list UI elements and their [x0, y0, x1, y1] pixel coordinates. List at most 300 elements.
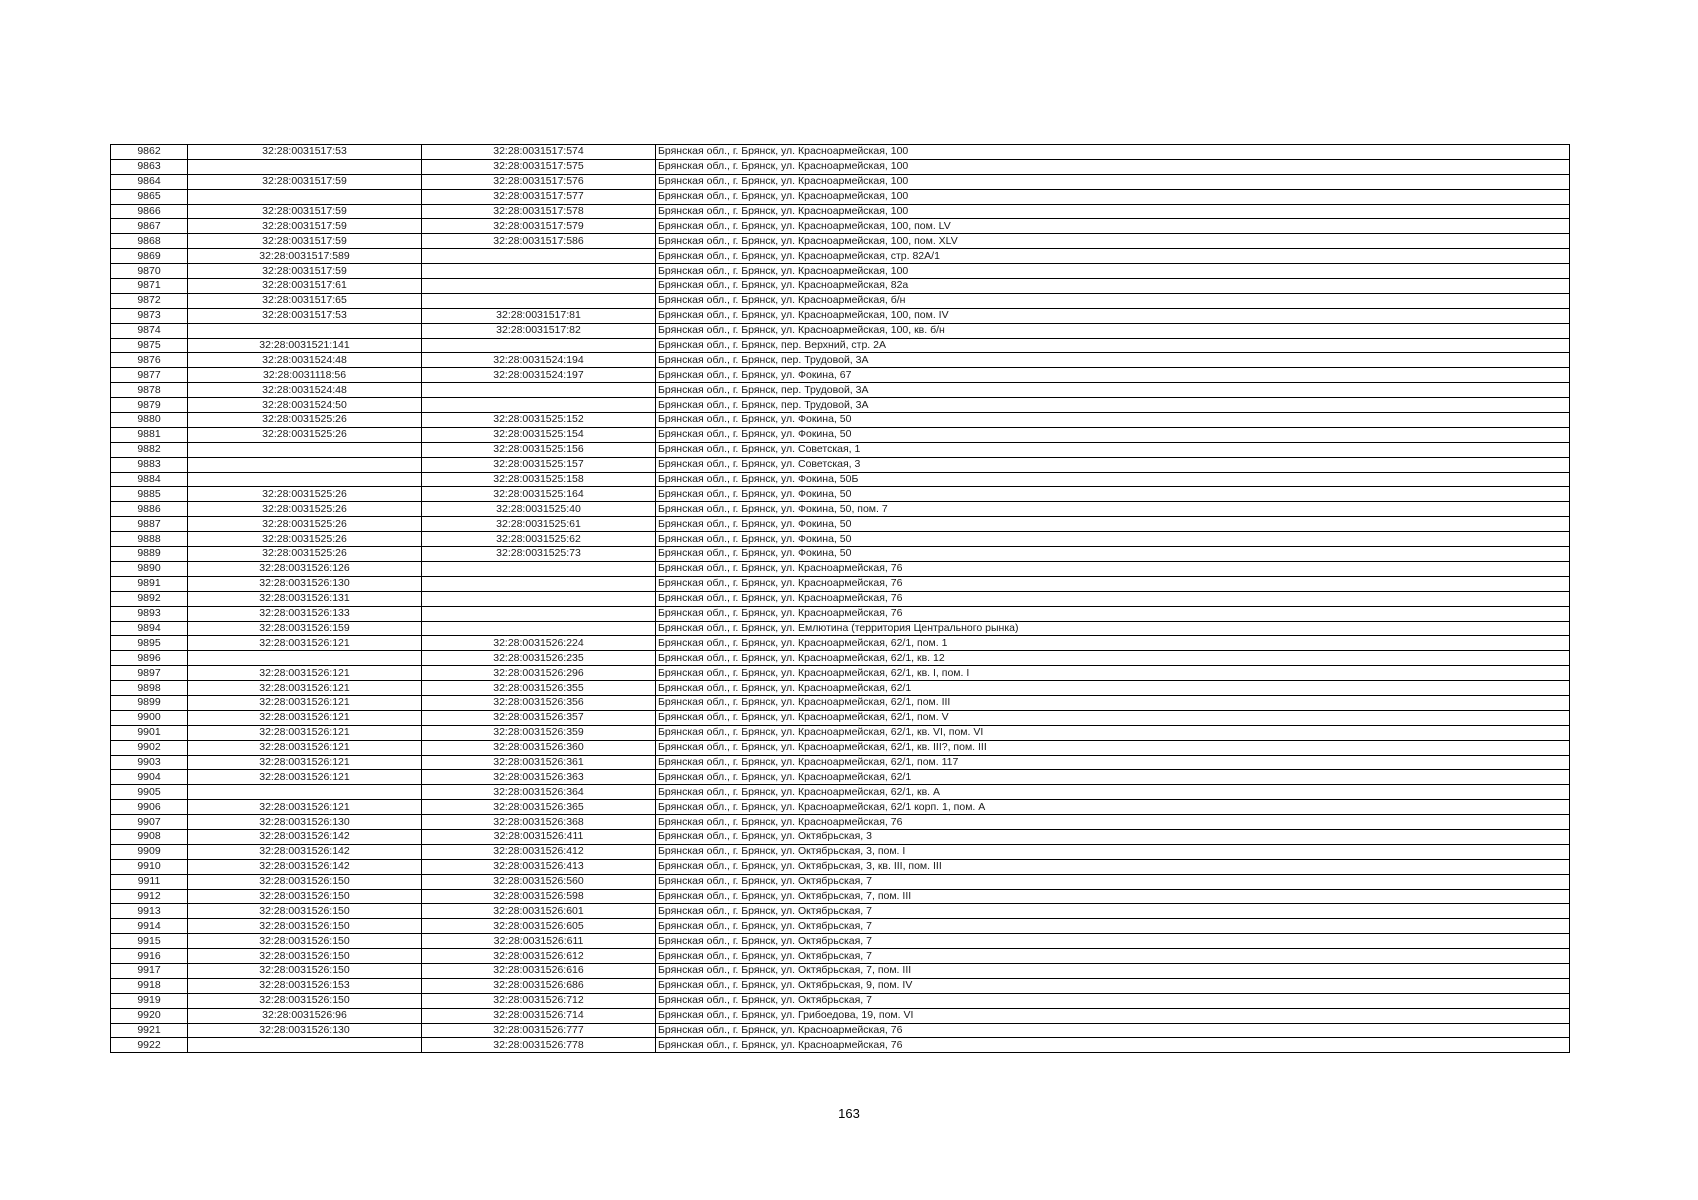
table-row — [111, 442, 1570, 457]
object-number-cell — [422, 249, 656, 264]
row-number-cell: 9885 — [111, 487, 188, 502]
parcel-number-cell: 32:28:0031526:121 — [188, 800, 422, 815]
address-cell: Брянская обл., г. Брянск, ул. Красноармейская, 76 — [656, 815, 1570, 830]
address-cell: Брянская обл., г. Брянск, ул. Красноармейская, 76 — [656, 1038, 1570, 1053]
row-number-cell: 9890 — [111, 561, 188, 576]
table-row — [111, 561, 1570, 576]
object-number-cell: 32:28:0031526:355 — [422, 681, 656, 696]
table-row — [111, 517, 1570, 532]
object-number-cell: 32:28:0031526:368 — [422, 815, 656, 830]
address-cell: Брянская обл., г. Брянск, ул. Красноармейская, 82а — [656, 279, 1570, 294]
row-number-cell: 9900 — [111, 710, 188, 725]
table-row — [111, 591, 1570, 606]
object-number-cell: 32:28:0031525:157 — [422, 457, 656, 472]
parcel-number-cell: 32:28:0031526:150 — [188, 889, 422, 904]
table-row — [111, 338, 1570, 353]
address-cell: Брянская обл., г. Брянск, ул. Красноармейская, 62/1, кв. А — [656, 785, 1570, 800]
table-row — [111, 978, 1570, 993]
object-number-cell — [422, 383, 656, 398]
address-cell: Брянская обл., г. Брянск, ул. Красноармейская, 62/1, пом. 117 — [656, 755, 1570, 770]
object-number-cell: 32:28:0031526:612 — [422, 949, 656, 964]
row-number-cell: 9889 — [111, 547, 188, 562]
address-cell: Брянская обл., г. Брянск, ул. Красноармейская, 100 — [656, 264, 1570, 279]
parcel-number-cell: 32:28:0031525:26 — [188, 502, 422, 517]
parcel-number-cell: 32:28:0031526:121 — [188, 740, 422, 755]
row-number-cell: 9921 — [111, 1023, 188, 1038]
parcel-number-cell — [188, 189, 422, 204]
row-number-cell: 9877 — [111, 368, 188, 383]
row-number-cell: 9909 — [111, 844, 188, 859]
object-number-cell — [422, 293, 656, 308]
address-cell: Брянская обл., г. Брянск, ул. Октябрьская, 7, пом. III — [656, 963, 1570, 978]
parcel-number-cell: 32:28:0031526:121 — [188, 636, 422, 651]
table-row — [111, 383, 1570, 398]
parcel-number-cell: 32:28:0031526:130 — [188, 576, 422, 591]
parcel-number-cell: 32:28:0031526:121 — [188, 770, 422, 785]
parcel-number-cell: 32:28:0031526:150 — [188, 934, 422, 949]
table-row — [111, 234, 1570, 249]
table-row — [111, 666, 1570, 681]
object-number-cell — [422, 398, 656, 413]
object-number-cell: 32:28:0031526:357 — [422, 710, 656, 725]
table-row — [111, 934, 1570, 949]
table-row — [111, 353, 1570, 368]
table-row — [111, 874, 1570, 889]
parcel-number-cell: 32:28:0031517:59 — [188, 219, 422, 234]
row-number-cell: 9905 — [111, 785, 188, 800]
object-number-cell: 32:28:0031524:194 — [422, 353, 656, 368]
address-cell: Брянская обл., г. Брянск, ул. Фокина, 50 — [656, 532, 1570, 547]
object-number-cell: 32:28:0031517:575 — [422, 159, 656, 174]
row-number-cell: 9880 — [111, 413, 188, 428]
row-number-cell: 9864 — [111, 174, 188, 189]
address-cell: Брянская обл., г. Брянск, ул. Красноармейская, 100, пом. IV — [656, 308, 1570, 323]
parcel-number-cell: 32:28:0031517:61 — [188, 279, 422, 294]
address-cell: Брянская обл., г. Брянск, ул. Фокина, 67 — [656, 368, 1570, 383]
object-number-cell: 32:28:0031526:235 — [422, 651, 656, 666]
address-cell: Брянская обл., г. Брянск, ул. Октябрьская, 9, пом. IV — [656, 978, 1570, 993]
table-row — [111, 323, 1570, 338]
parcel-number-cell: 32:28:0031526:121 — [188, 710, 422, 725]
row-number-cell: 9870 — [111, 264, 188, 279]
address-cell: Брянская обл., г. Брянск, ул. Красноармейская, 100 — [656, 189, 1570, 204]
object-number-cell: 32:28:0031526:712 — [422, 993, 656, 1008]
row-number-cell: 9891 — [111, 576, 188, 591]
table-row — [111, 413, 1570, 428]
table-row — [111, 815, 1570, 830]
address-cell: Брянская обл., г. Брянск, ул. Советская, 3 — [656, 457, 1570, 472]
table-row — [111, 993, 1570, 1008]
row-number-cell: 9886 — [111, 502, 188, 517]
address-cell: Брянская обл., г. Брянск, ул. Фокина, 50, пом. 7 — [656, 502, 1570, 517]
parcel-number-cell: 32:28:0031521:141 — [188, 338, 422, 353]
parcel-number-cell: 32:28:0031526:159 — [188, 621, 422, 636]
address-cell: Брянская обл., г. Брянск, ул. Красноармейская, 100, пом. XLV — [656, 234, 1570, 249]
address-cell: Брянская обл., г. Брянск, ул. Красноармейская, 100 — [656, 159, 1570, 174]
row-number-cell: 9878 — [111, 383, 188, 398]
table-row — [111, 844, 1570, 859]
object-number-cell: 32:28:0031526:296 — [422, 666, 656, 681]
table-row — [111, 1038, 1570, 1053]
address-cell: Брянская обл., г. Брянск, ул. Октябрьская, 3, пом. I — [656, 844, 1570, 859]
parcel-number-cell: 32:28:0031526:131 — [188, 591, 422, 606]
row-number-cell: 9893 — [111, 606, 188, 621]
object-number-cell: 32:28:0031526:611 — [422, 934, 656, 949]
table-row — [111, 889, 1570, 904]
parcel-number-cell: 32:28:0031524:48 — [188, 353, 422, 368]
parcel-number-cell: 32:28:0031526:96 — [188, 1008, 422, 1023]
parcel-number-cell: 32:28:0031517:53 — [188, 145, 422, 160]
table-row — [111, 829, 1570, 844]
parcel-number-cell: 32:28:0031526:153 — [188, 978, 422, 993]
parcel-number-cell: 32:28:0031526:121 — [188, 755, 422, 770]
parcel-number-cell: 32:28:0031517:59 — [188, 264, 422, 279]
table-row — [111, 949, 1570, 964]
parcel-number-cell — [188, 159, 422, 174]
address-cell: Брянская обл., г. Брянск, ул. Красноармейская, 100 — [656, 204, 1570, 219]
object-number-cell: 32:28:0031517:577 — [422, 189, 656, 204]
table-row — [111, 919, 1570, 934]
address-cell: Брянская обл., г. Брянск, ул. Красноармейская, 62/1, кв. I, пом. I — [656, 666, 1570, 681]
row-number-cell: 9912 — [111, 889, 188, 904]
table-row — [111, 502, 1570, 517]
row-number-cell: 9872 — [111, 293, 188, 308]
address-cell: Брянская обл., г. Брянск, ул. Красноармейская, 100 — [656, 174, 1570, 189]
table-row — [111, 800, 1570, 815]
row-number-cell: 9874 — [111, 323, 188, 338]
object-number-cell: 32:28:0031526:364 — [422, 785, 656, 800]
table-row — [111, 472, 1570, 487]
address-cell: Брянская обл., г. Брянск, ул. Красноармейская, 62/1, пом. III — [656, 695, 1570, 710]
address-cell: Брянская обл., г. Брянск, ул. Фокина, 50Б — [656, 472, 1570, 487]
address-cell: Брянская обл., г. Брянск, ул. Фокина, 50 — [656, 487, 1570, 502]
table-row — [111, 740, 1570, 755]
row-number-cell: 9884 — [111, 472, 188, 487]
address-cell: Брянская обл., г. Брянск, пер. Трудовой, 3А — [656, 398, 1570, 413]
address-cell: Брянская обл., г. Брянск, ул. Фокина, 50 — [656, 413, 1570, 428]
address-cell: Брянская обл., г. Брянск, ул. Октябрьская, 7 — [656, 934, 1570, 949]
row-number-cell: 9896 — [111, 651, 188, 666]
table-row — [111, 219, 1570, 234]
address-cell: Брянская обл., г. Брянск, ул. Красноармейская, 100 — [656, 145, 1570, 160]
row-number-cell: 9894 — [111, 621, 188, 636]
table-row — [111, 725, 1570, 740]
object-number-cell: 32:28:0031526:356 — [422, 695, 656, 710]
object-number-cell — [422, 591, 656, 606]
object-number-cell: 32:28:0031526:360 — [422, 740, 656, 755]
table-row — [111, 1023, 1570, 1038]
object-number-cell: 32:28:0031526:598 — [422, 889, 656, 904]
parcel-number-cell: 32:28:0031524:48 — [188, 383, 422, 398]
address-cell: Брянская обл., г. Брянск, ул. Красноармейская, 62/1, кв. VI, пом. VI — [656, 725, 1570, 740]
object-number-cell: 32:28:0031526:605 — [422, 919, 656, 934]
object-number-cell — [422, 561, 656, 576]
object-number-cell: 32:28:0031525:156 — [422, 442, 656, 457]
row-number-cell: 9871 — [111, 279, 188, 294]
table-row — [111, 249, 1570, 264]
address-cell: Брянская обл., г. Брянск, пер. Трудовой, 3А — [656, 383, 1570, 398]
table-row — [111, 145, 1570, 160]
row-number-cell: 9873 — [111, 308, 188, 323]
address-cell: Брянская обл., г. Брянск, ул. Красноармейская, 62/1 корп. 1, пом. А — [656, 800, 1570, 815]
parcel-number-cell: 32:28:0031517:59 — [188, 234, 422, 249]
object-number-cell: 32:28:0031526:560 — [422, 874, 656, 889]
table-body — [111, 145, 1570, 1053]
parcel-number-cell: 32:28:0031526:130 — [188, 1023, 422, 1038]
object-number-cell: 32:28:0031526:361 — [422, 755, 656, 770]
row-number-cell: 9868 — [111, 234, 188, 249]
address-cell: Брянская обл., г. Брянск, ул. Красноармейская, 76 — [656, 1023, 1570, 1038]
parcel-number-cell: 32:28:0031526:126 — [188, 561, 422, 576]
address-cell: Брянская обл., г. Брянск, ул. Красноармейская, 100, пом. LV — [656, 219, 1570, 234]
address-cell: Брянская обл., г. Брянск, ул. Фокина, 50 — [656, 427, 1570, 442]
parcel-number-cell — [188, 1038, 422, 1053]
table-row — [111, 681, 1570, 696]
address-cell: Брянская обл., г. Брянск, ул. Красноармейская, 76 — [656, 606, 1570, 621]
address-cell: Брянская обл., г. Брянск, ул. Грибоедова, 19, пом. VI — [656, 1008, 1570, 1023]
table-row — [111, 204, 1570, 219]
address-cell: Брянская обл., г. Брянск, ул. Красноармейская, стр. 82А/1 — [656, 249, 1570, 264]
row-number-cell: 9910 — [111, 859, 188, 874]
parcel-number-cell: 32:28:0031526:150 — [188, 874, 422, 889]
parcel-number-cell: 32:28:0031526:150 — [188, 949, 422, 964]
object-number-cell: 32:28:0031525:61 — [422, 517, 656, 532]
table-row — [111, 576, 1570, 591]
table-row — [111, 398, 1570, 413]
parcel-number-cell — [188, 442, 422, 457]
row-number-cell: 9876 — [111, 353, 188, 368]
address-cell: Брянская обл., г. Брянск, ул. Красноармейская, 62/1, пом. V — [656, 710, 1570, 725]
row-number-cell: 9922 — [111, 1038, 188, 1053]
parcel-number-cell: 32:28:0031525:26 — [188, 413, 422, 428]
table-row — [111, 457, 1570, 472]
parcel-number-cell: 32:28:0031526:150 — [188, 993, 422, 1008]
parcel-number-cell: 32:28:0031526:142 — [188, 829, 422, 844]
table-row — [111, 785, 1570, 800]
address-cell: Брянская обл., г. Брянск, ул. Фокина, 50 — [656, 547, 1570, 562]
parcel-number-cell: 32:28:0031524:50 — [188, 398, 422, 413]
address-cell: Брянская обл., г. Брянск, пер. Трудовой, 3А — [656, 353, 1570, 368]
parcel-number-cell: 32:28:0031517:53 — [188, 308, 422, 323]
address-cell: Брянская обл., г. Брянск, ул. Октябрьская, 7 — [656, 993, 1570, 1008]
table-row — [111, 755, 1570, 770]
object-number-cell: 32:28:0031525:62 — [422, 532, 656, 547]
row-number-cell: 9919 — [111, 993, 188, 1008]
object-number-cell — [422, 606, 656, 621]
row-number-cell: 9904 — [111, 770, 188, 785]
object-number-cell: 32:28:0031517:576 — [422, 174, 656, 189]
parcel-number-cell: 32:28:0031118:56 — [188, 368, 422, 383]
address-cell: Брянская обл., г. Брянск, ул. Красноармейская, 62/1, пом. 1 — [656, 636, 1570, 651]
address-cell: Брянская обл., г. Брянск, ул. Красноармейская, 76 — [656, 591, 1570, 606]
parcel-number-cell — [188, 651, 422, 666]
object-number-cell: 32:28:0031526:616 — [422, 963, 656, 978]
table-row — [111, 770, 1570, 785]
parcel-number-cell: 32:28:0031526:150 — [188, 919, 422, 934]
parcel-number-cell: 32:28:0031526:121 — [188, 681, 422, 696]
object-number-cell: 32:28:0031525:164 — [422, 487, 656, 502]
row-number-cell: 9920 — [111, 1008, 188, 1023]
page-number: 163 — [838, 1106, 860, 1121]
object-number-cell: 32:28:0031525:154 — [422, 427, 656, 442]
row-number-cell: 9915 — [111, 934, 188, 949]
object-number-cell: 32:28:0031526:714 — [422, 1008, 656, 1023]
address-cell: Брянская обл., г. Брянск, ул. Октябрьская, 7, пом. III — [656, 889, 1570, 904]
row-number-cell: 9918 — [111, 978, 188, 993]
parcel-number-cell: 32:28:0031526:121 — [188, 695, 422, 710]
address-cell: Брянская обл., г. Брянск, пер. Верхний, стр. 2А — [656, 338, 1570, 353]
object-number-cell: 32:28:0031526:359 — [422, 725, 656, 740]
parcel-number-cell — [188, 785, 422, 800]
row-number-cell: 9866 — [111, 204, 188, 219]
address-cell: Брянская обл., г. Брянск, ул. Красноармейская, 76 — [656, 576, 1570, 591]
object-number-cell: 32:28:0031517:586 — [422, 234, 656, 249]
object-number-cell: 32:28:0031526:777 — [422, 1023, 656, 1038]
object-number-cell: 32:28:0031526:413 — [422, 859, 656, 874]
address-cell: Брянская обл., г. Брянск, ул. Октябрьская, 3, кв. III, пом. III — [656, 859, 1570, 874]
table-row — [111, 904, 1570, 919]
object-number-cell: 32:28:0031524:197 — [422, 368, 656, 383]
row-number-cell: 9907 — [111, 815, 188, 830]
table-row — [111, 859, 1570, 874]
parcel-number-cell: 32:28:0031526:142 — [188, 859, 422, 874]
table-row — [111, 695, 1570, 710]
table-row — [111, 293, 1570, 308]
table-row — [111, 651, 1570, 666]
table-row — [111, 963, 1570, 978]
table-row — [111, 174, 1570, 189]
parcel-number-cell: 32:28:0031525:26 — [188, 532, 422, 547]
object-number-cell — [422, 338, 656, 353]
row-number-cell: 9903 — [111, 755, 188, 770]
address-cell: Брянская обл., г. Брянск, ул. Красноармейская, 62/1 — [656, 681, 1570, 696]
object-number-cell — [422, 621, 656, 636]
table-row — [111, 427, 1570, 442]
row-number-cell: 9882 — [111, 442, 188, 457]
object-number-cell: 32:28:0031517:574 — [422, 145, 656, 160]
object-number-cell: 32:28:0031517:82 — [422, 323, 656, 338]
table-row — [111, 1008, 1570, 1023]
address-cell: Брянская обл., г. Брянск, ул. Красноармейская, 62/1 — [656, 770, 1570, 785]
row-number-cell: 9897 — [111, 666, 188, 681]
row-number-cell: 9881 — [111, 427, 188, 442]
address-cell: Брянская обл., г. Брянск, ул. Емлютина (территория Центрального рынка) — [656, 621, 1570, 636]
row-number-cell: 9898 — [111, 681, 188, 696]
row-number-cell: 9917 — [111, 963, 188, 978]
address-cell: Брянская обл., г. Брянск, ул. Октябрьская, 3 — [656, 829, 1570, 844]
address-cell: Брянская обл., г. Брянск, ул. Октябрьская, 7 — [656, 949, 1570, 964]
object-number-cell: 32:28:0031526:365 — [422, 800, 656, 815]
object-number-cell: 32:28:0031525:40 — [422, 502, 656, 517]
table-row — [111, 606, 1570, 621]
table-row — [111, 264, 1570, 279]
address-cell: Брянская обл., г. Брянск, ул. Красноармейская, 76 — [656, 561, 1570, 576]
address-cell: Брянская обл., г. Брянск, ул. Октябрьская, 7 — [656, 874, 1570, 889]
parcel-number-cell — [188, 472, 422, 487]
parcel-number-cell: 32:28:0031525:26 — [188, 427, 422, 442]
row-number-cell: 9875 — [111, 338, 188, 353]
row-number-cell: 9862 — [111, 145, 188, 160]
parcel-number-cell: 32:28:0031526:121 — [188, 666, 422, 681]
address-cell: Брянская обл., г. Брянск, ул. Фокина, 50 — [656, 517, 1570, 532]
object-number-cell: 32:28:0031526:411 — [422, 829, 656, 844]
row-number-cell: 9867 — [111, 219, 188, 234]
row-number-cell: 9914 — [111, 919, 188, 934]
address-cell: Брянская обл., г. Брянск, ул. Октябрьская, 7 — [656, 919, 1570, 934]
address-cell: Брянская обл., г. Брянск, ул. Красноармейская, б/н — [656, 293, 1570, 308]
table-row — [111, 159, 1570, 174]
object-number-cell: 32:28:0031526:412 — [422, 844, 656, 859]
table-row — [111, 279, 1570, 294]
table-row — [111, 636, 1570, 651]
parcel-number-cell: 32:28:0031517:59 — [188, 204, 422, 219]
row-number-cell: 9888 — [111, 532, 188, 547]
object-number-cell: 32:28:0031526:363 — [422, 770, 656, 785]
address-cell: Брянская обл., г. Брянск, ул. Советская, 1 — [656, 442, 1570, 457]
row-number-cell: 9908 — [111, 829, 188, 844]
parcel-number-cell: 32:28:0031517:589 — [188, 249, 422, 264]
row-number-cell: 9906 — [111, 800, 188, 815]
row-number-cell: 9883 — [111, 457, 188, 472]
row-number-cell: 9892 — [111, 591, 188, 606]
table-row — [111, 710, 1570, 725]
parcel-number-cell: 32:28:0031525:26 — [188, 547, 422, 562]
parcel-number-cell: 32:28:0031526:130 — [188, 815, 422, 830]
table-row — [111, 487, 1570, 502]
parcel-number-cell: 32:28:0031526:133 — [188, 606, 422, 621]
object-number-cell — [422, 279, 656, 294]
row-number-cell: 9895 — [111, 636, 188, 651]
parcel-number-cell: 32:28:0031526:121 — [188, 725, 422, 740]
row-number-cell: 9879 — [111, 398, 188, 413]
object-number-cell: 32:28:0031517:578 — [422, 204, 656, 219]
parcel-number-cell — [188, 323, 422, 338]
address-cell: Брянская обл., г. Брянск, ул. Красноармейская, 62/1, кв. III?, пом. III — [656, 740, 1570, 755]
object-number-cell: 32:28:0031526:686 — [422, 978, 656, 993]
parcel-number-cell: 32:28:0031525:26 — [188, 517, 422, 532]
object-number-cell — [422, 264, 656, 279]
row-number-cell: 9899 — [111, 695, 188, 710]
row-number-cell: 9913 — [111, 904, 188, 919]
address-cell: Брянская обл., г. Брянск, ул. Октябрьская, 7 — [656, 904, 1570, 919]
parcel-number-cell: 32:28:0031526:150 — [188, 963, 422, 978]
table-row — [111, 547, 1570, 562]
table-row — [111, 532, 1570, 547]
object-number-cell: 32:28:0031526:778 — [422, 1038, 656, 1053]
object-number-cell: 32:28:0031525:152 — [422, 413, 656, 428]
address-cell: Брянская обл., г. Брянск, ул. Красноармейская, 62/1, кв. 12 — [656, 651, 1570, 666]
row-number-cell: 9887 — [111, 517, 188, 532]
object-number-cell — [422, 576, 656, 591]
object-number-cell: 32:28:0031525:73 — [422, 547, 656, 562]
object-number-cell: 32:28:0031526:224 — [422, 636, 656, 651]
parcel-number-cell: 32:28:0031526:150 — [188, 904, 422, 919]
parcel-number-cell: 32:28:0031517:65 — [188, 293, 422, 308]
parcel-number-cell: 32:28:0031525:26 — [188, 487, 422, 502]
object-number-cell: 32:28:0031517:579 — [422, 219, 656, 234]
row-number-cell: 9863 — [111, 159, 188, 174]
row-number-cell: 9865 — [111, 189, 188, 204]
table-row — [111, 308, 1570, 323]
object-number-cell: 32:28:0031517:81 — [422, 308, 656, 323]
table-row — [111, 621, 1570, 636]
object-number-cell: 32:28:0031526:601 — [422, 904, 656, 919]
row-number-cell: 9869 — [111, 249, 188, 264]
row-number-cell: 9916 — [111, 949, 188, 964]
parcel-number-cell: 32:28:0031526:142 — [188, 844, 422, 859]
object-number-cell: 32:28:0031525:158 — [422, 472, 656, 487]
row-number-cell: 9911 — [111, 874, 188, 889]
